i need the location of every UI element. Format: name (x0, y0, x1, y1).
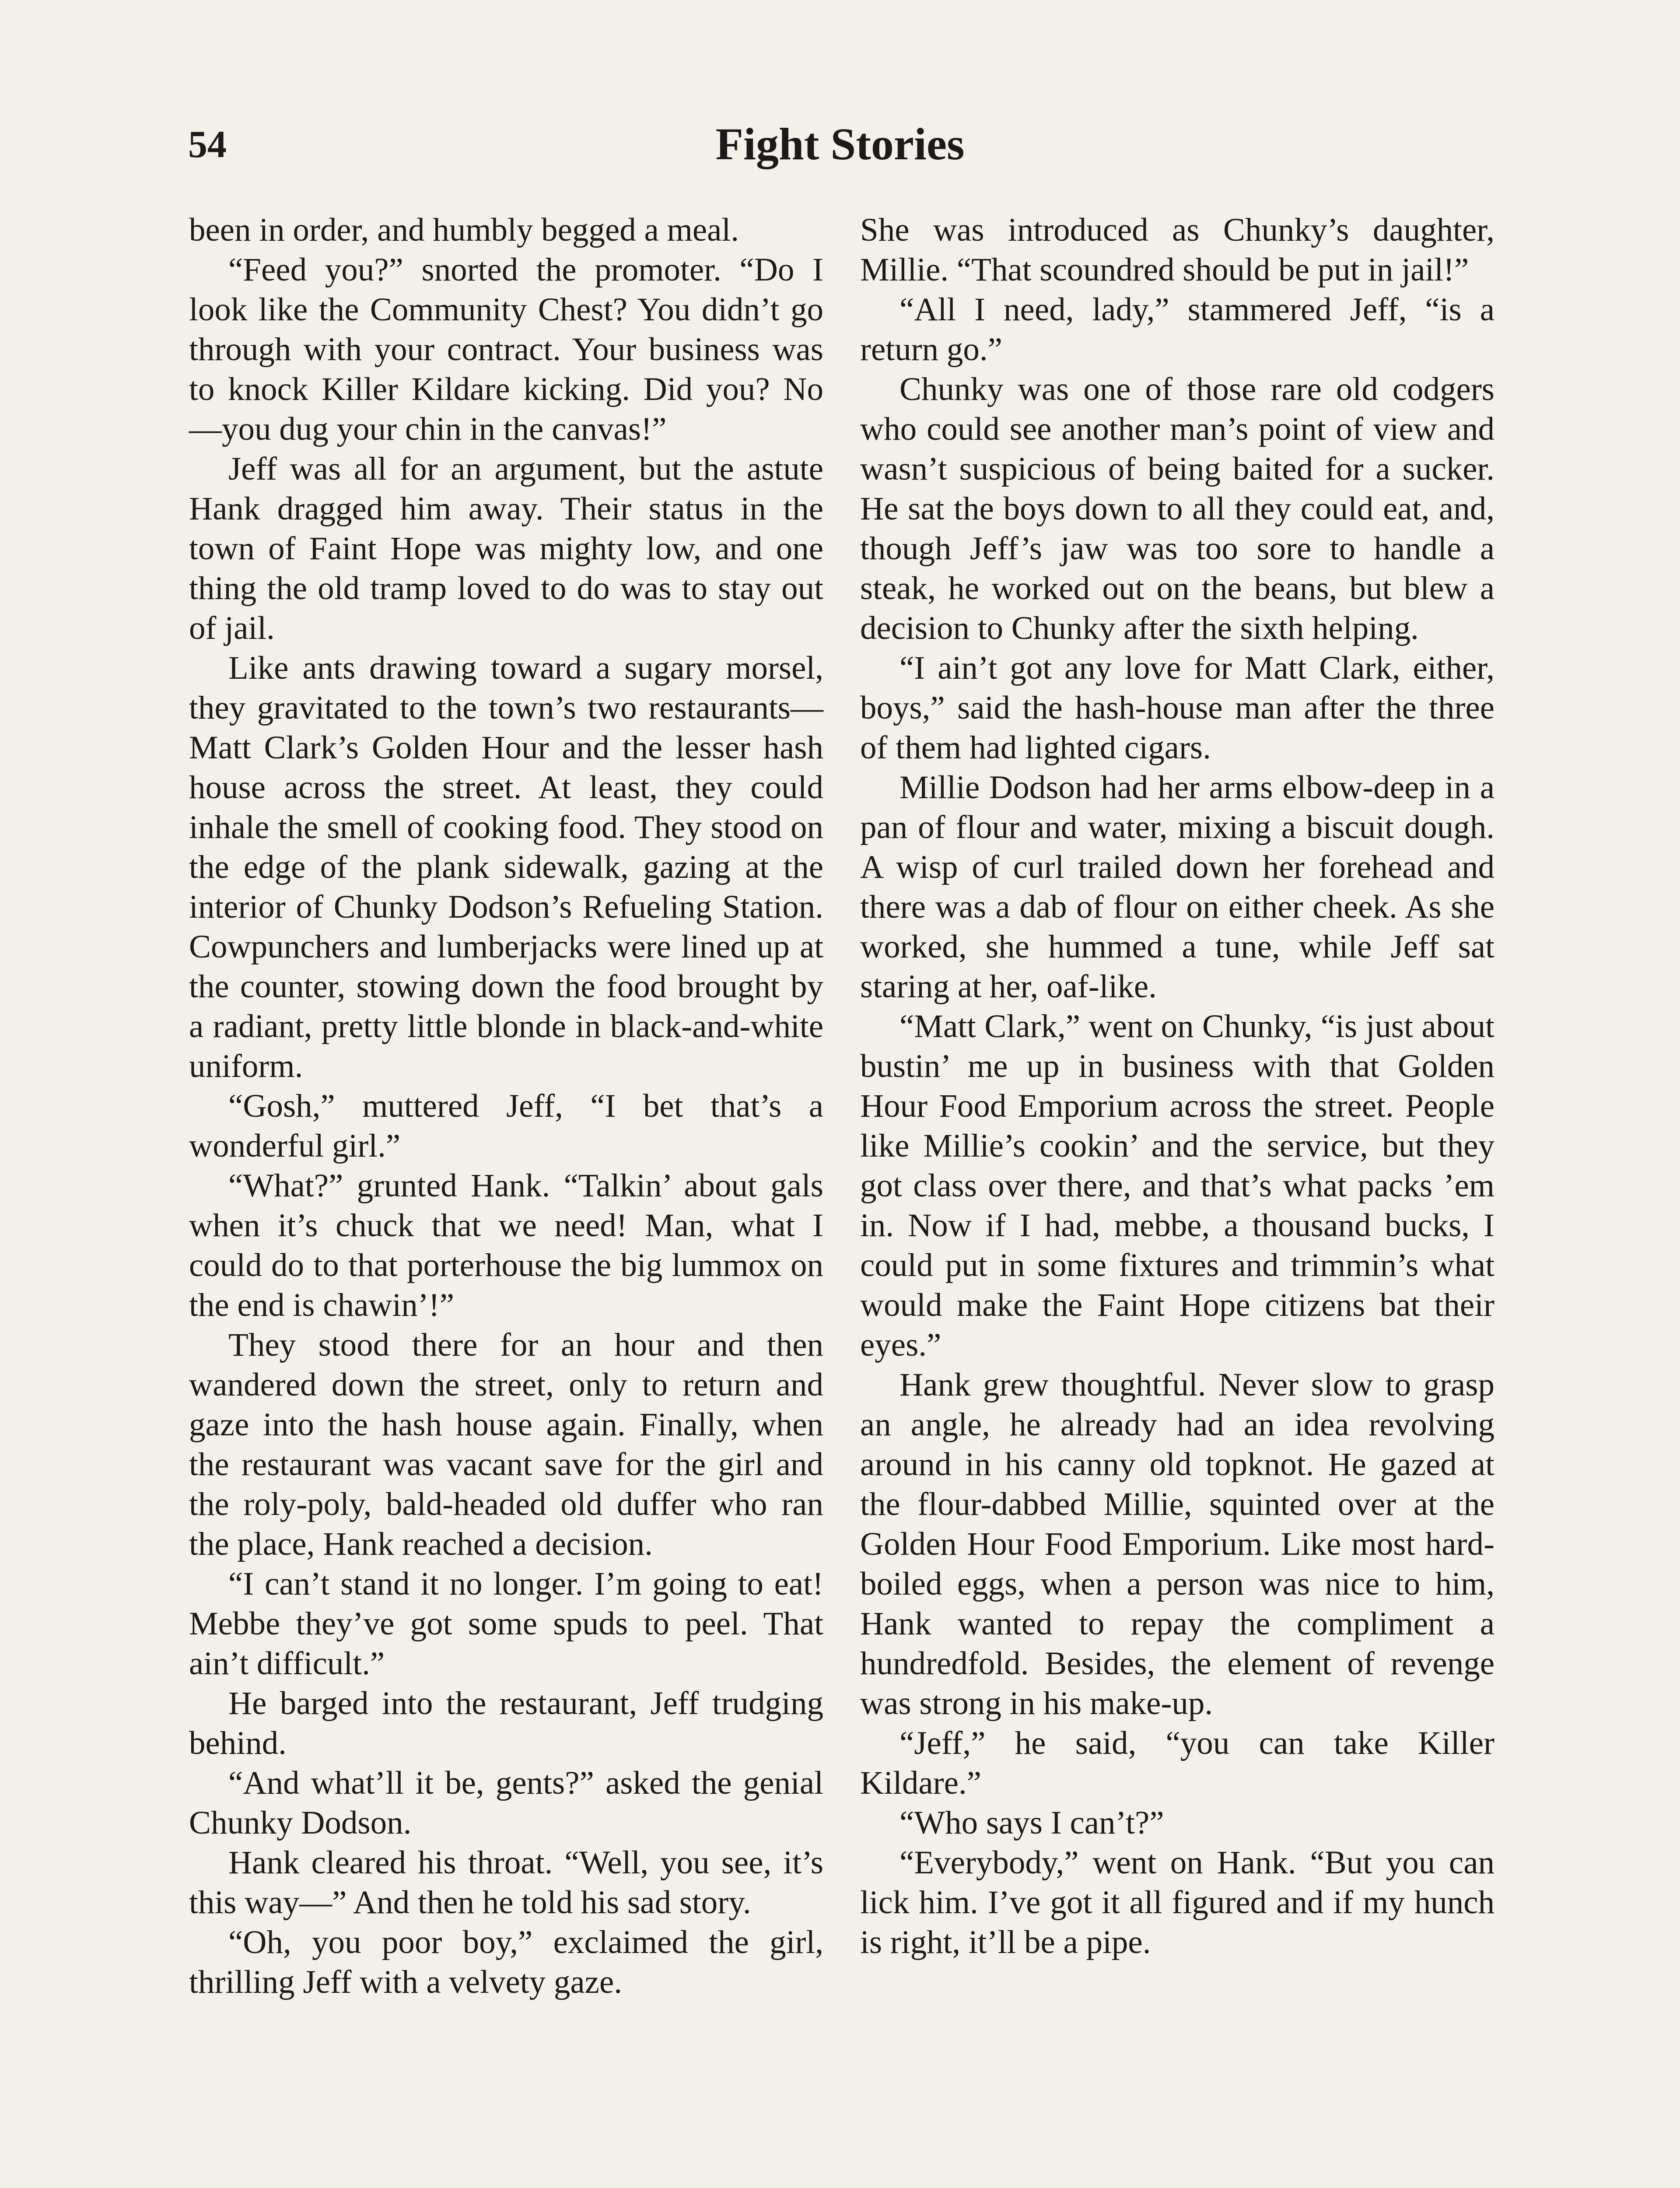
paragraph: “And what’ll it be, gents?” asked the genial Chunky Dodson. (189, 1765, 823, 1841)
running-title: Fight Stories (715, 119, 965, 169)
paragraph: Hank cleared his throat. “Well, you see, it’s this way—” And then he told his sad story. (189, 1844, 823, 1921)
paragraph: He barged into the restaurant, Jeff trudging behind. (189, 1685, 823, 1761)
paragraph: Millie Dodson had her arms elbow-deep in a pan of flour and water, mixing a biscuit dough. A wisp of curl trailed down her forehead and there was a dab of flour on either cheek. As she worked, she hummed a tune, while Jeff sat staring at her, oaf-like. (860, 769, 1494, 1005)
right-column (860, 210, 1494, 1962)
paragraph: They stood there for an hour and then wandered down the street, only to return and gaze into the hash house again. Finally, when the restaurant was vacant save for the girl and the roly-poly, bald-headed old duffer who ran the place, Hank reached a decision. (189, 1327, 823, 1562)
paragraph: “Jeff,” he said, “you can take Killer Kildare.” (860, 1725, 1494, 1801)
left-column (189, 210, 823, 2002)
paragraph: “Matt Clark,” went on Chunky, “is just about bustin’ me up in business with that Golden Hour Food Emporium across the street. People like Millie’s cookin’ and the service, but they got class over there, and that’s what packs ’em in. Now if I had, mebbe, a thousand bucks, I could put in some fixtures and trimmin’s what would make the Faint Hope citizens bat their eyes.” (860, 1008, 1494, 1363)
paragraph: “I ain’t got any love for Matt Clark, either, boys,” said the hash-house man after the three of them had lighted cigars. (860, 650, 1494, 766)
paragraph: Like ants drawing toward a sugary morsel, they gravitated to the town’s two restaurants—Matt Clark’s Golden Hour and the lesser hash house across the street. At least, they could inhale the smell of cooking food. They stood on the edge of the plank sidewalk, gazing at the interior of Chunky Dodson’s Refueling Station. Cowpunchers and lumberjacks were lined up at the counter, stowing down the food brought by a radiant, pretty little blonde in black-and-white uniform. (189, 650, 823, 1084)
paragraph: “Everybody,” went on Hank. “But you can lick him. I’ve got it all figured and if my hunch is right, it’ll be a pipe. (860, 1844, 1494, 1960)
paragraph: been in order, and humbly begged a meal. (189, 212, 739, 248)
paragraph: She was introduced as Chunky’s daughter, Millie. “That scoundred should be put in jail!” (860, 212, 1494, 288)
page-header (188, 118, 1492, 188)
page-number: 54 (188, 123, 227, 166)
paragraph: “Feed you?” snorted the promoter. “Do I look like the Community Chest? You didn’t go through with your contract. Your business was to knock Killer Kildare kicking. Did you? No —you dug your chin in the canvas!” (189, 252, 823, 447)
paragraph: “Oh, you poor boy,” exclaimed the girl, thrilling Jeff with a velvety gaze. (189, 1924, 823, 2000)
paragraph: Hank grew thoughtful. Never slow to grasp an angle, he already had an idea revolving around in his canny old topknot. He gazed at the flour-dabbed Millie, squinted over at the Golden Hour Food Emporium. Like most hard-boiled eggs, when a person was nice to him, Hank wanted to repay the compliment a hundredfold. Besides, the element of revenge was strong in his make-up. (860, 1367, 1494, 1722)
paragraph: “Gosh,” muttered Jeff, “I bet that’s a wonderful girl.” (189, 1088, 823, 1164)
paragraph: Chunky was one of those rare old codgers who could see another man’s point of view and wasn’t suspicious of being baited for a sucker. He sat the boys down to all they could eat, and, though Jeff’s jaw was too sore to handle a steak, he worked out on the beans, but blew a decision to Chunky after the sixth helping. (860, 371, 1494, 646)
paragraph: “Who says I can’t?” (900, 1805, 1164, 1841)
paragraph: “All I need, lady,” stammered Jeff, “is a return go.” (860, 291, 1494, 368)
paragraph: “What?” grunted Hank. “Talkin’ about gals when it’s chuck that we need! Man, what I could do to that porterhouse the big lummox on the end is chawin’!” (189, 1168, 823, 1323)
paragraph: Jeff was all for an argument, but the astute Hank dragged him away. Their status in the town of Faint Hope was mighty low, and one thing the old tramp loved to do was to stay out of jail. (189, 451, 823, 646)
paragraph: “I can’t stand it no longer. I’m going to eat! Mebbe they’ve got some spuds to peel. That ain’t difficult.” (189, 1566, 823, 1682)
